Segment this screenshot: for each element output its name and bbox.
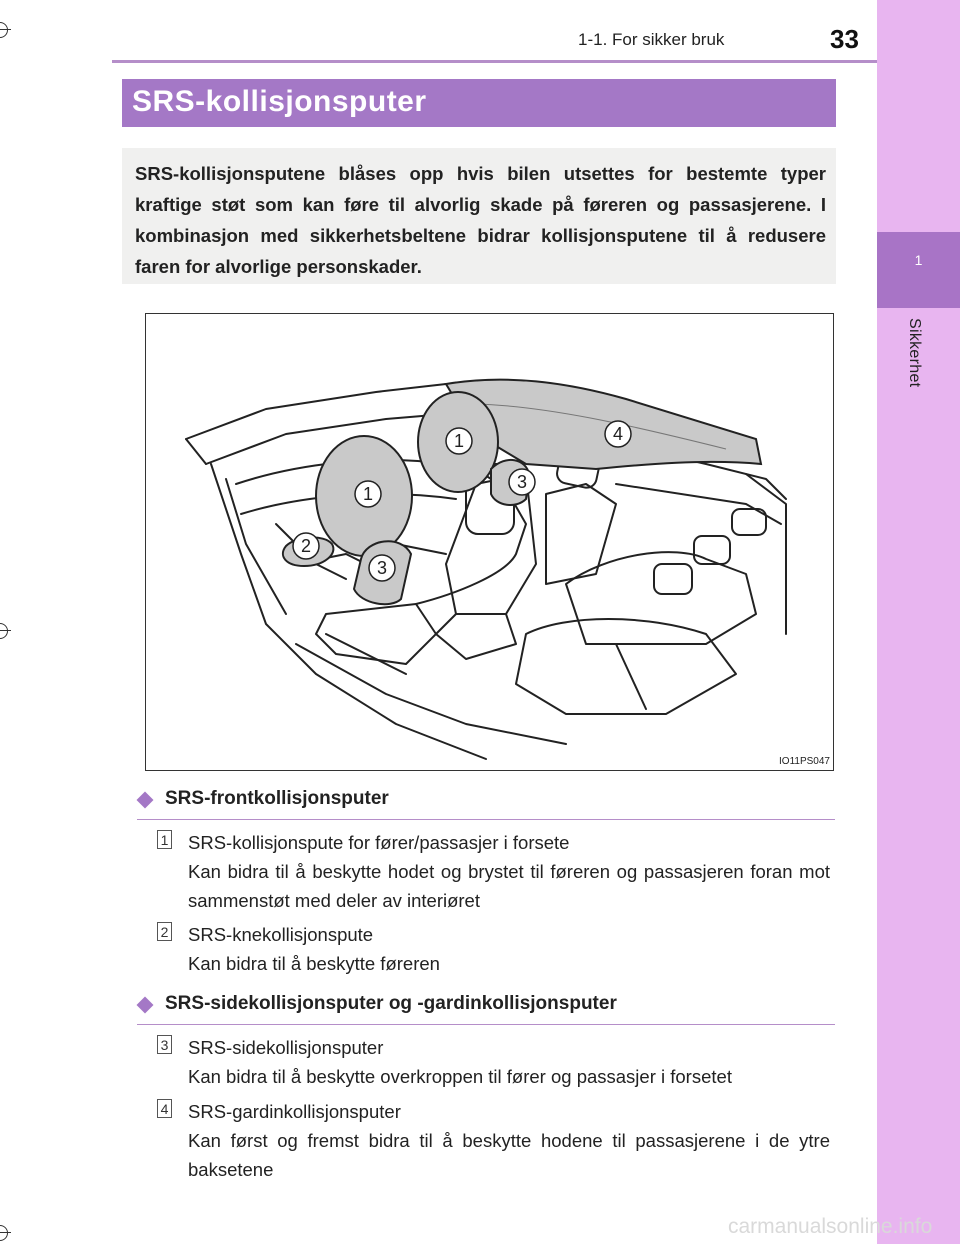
page-number: 33	[830, 24, 859, 54]
intro-text: SRS-kollisjonsputene blåses opp hvis bilen utsettes for bestemte typer kraftige støt som kan føre til alvorlig skade på føreren og passasjerene. I kombinasjon med sikkerhetsbeltene bidrar kollisjonsputene til å redusere faren for alvorlige personskader.	[135, 163, 826, 277]
figure-code: IO11PS047	[779, 756, 830, 767]
subheading-text: SRS-frontkollisjonsputer	[165, 788, 389, 809]
diamond-bullet-icon	[137, 792, 154, 809]
diamond-bullet-icon	[137, 997, 154, 1014]
callout-1-driver: 1	[362, 484, 374, 504]
item-number-box: 2	[157, 922, 172, 941]
intro-box	[122, 148, 836, 284]
item-description: Kan først og fremst bidra til å beskytte hodene til passasjerene i de ytre baksetene	[188, 1130, 830, 1180]
item-title: SRS-sidekollisjonsputer	[188, 1037, 384, 1058]
running-header-section: 1-1. For sikker bruk	[578, 30, 725, 49]
callout-4: 4	[612, 424, 624, 444]
item-title: SRS-knekollisjonspute	[188, 924, 374, 945]
item-title: SRS-gardinkollisjonsputer	[188, 1101, 401, 1122]
crop-mark	[0, 19, 11, 41]
item-number-box: 3	[157, 1035, 172, 1054]
crop-mark	[0, 1222, 11, 1244]
chapter-label: Sikkerhet	[906, 318, 923, 388]
watermark: carmanualsonline.info	[728, 1215, 933, 1238]
page-title-bar	[122, 79, 836, 127]
item-number-box: 4	[157, 1099, 172, 1118]
item-description: Kan bidra til å beskytte overkroppen til fører og passasjer i forsetet	[188, 1066, 732, 1087]
callout-1-passenger: 1	[453, 431, 465, 451]
chapter-side-tab	[877, 0, 960, 1244]
chapter-tab-highlight	[877, 232, 960, 308]
page-title: SRS-kollisjonsputer	[132, 85, 427, 118]
subheading-text: SRS-sidekollisjonsputer og -gardinkollisjonsputer	[165, 993, 617, 1014]
crop-mark	[0, 620, 11, 642]
car-interior-drawing	[146, 314, 833, 770]
subheading-rule	[137, 819, 835, 820]
callout-3-passenger: 3	[516, 472, 528, 492]
callout-2: 2	[300, 536, 312, 556]
item-description: Kan bidra til å beskytte føreren	[188, 953, 440, 974]
subheading-rule	[137, 1024, 835, 1025]
callout-3-driver: 3	[376, 558, 388, 578]
chapter-number: 1	[914, 252, 923, 268]
item-number-box: 1	[157, 830, 172, 849]
airbag-illustration	[145, 313, 834, 771]
item-description: Kan bidra til å beskytte hodet og brystet til føreren og passasjeren foran mot sammenstøt med deler av interiøret	[188, 861, 830, 911]
header-rule	[112, 60, 877, 63]
item-title: SRS-kollisjonspute for fører/passasjer i forsete	[188, 832, 570, 853]
